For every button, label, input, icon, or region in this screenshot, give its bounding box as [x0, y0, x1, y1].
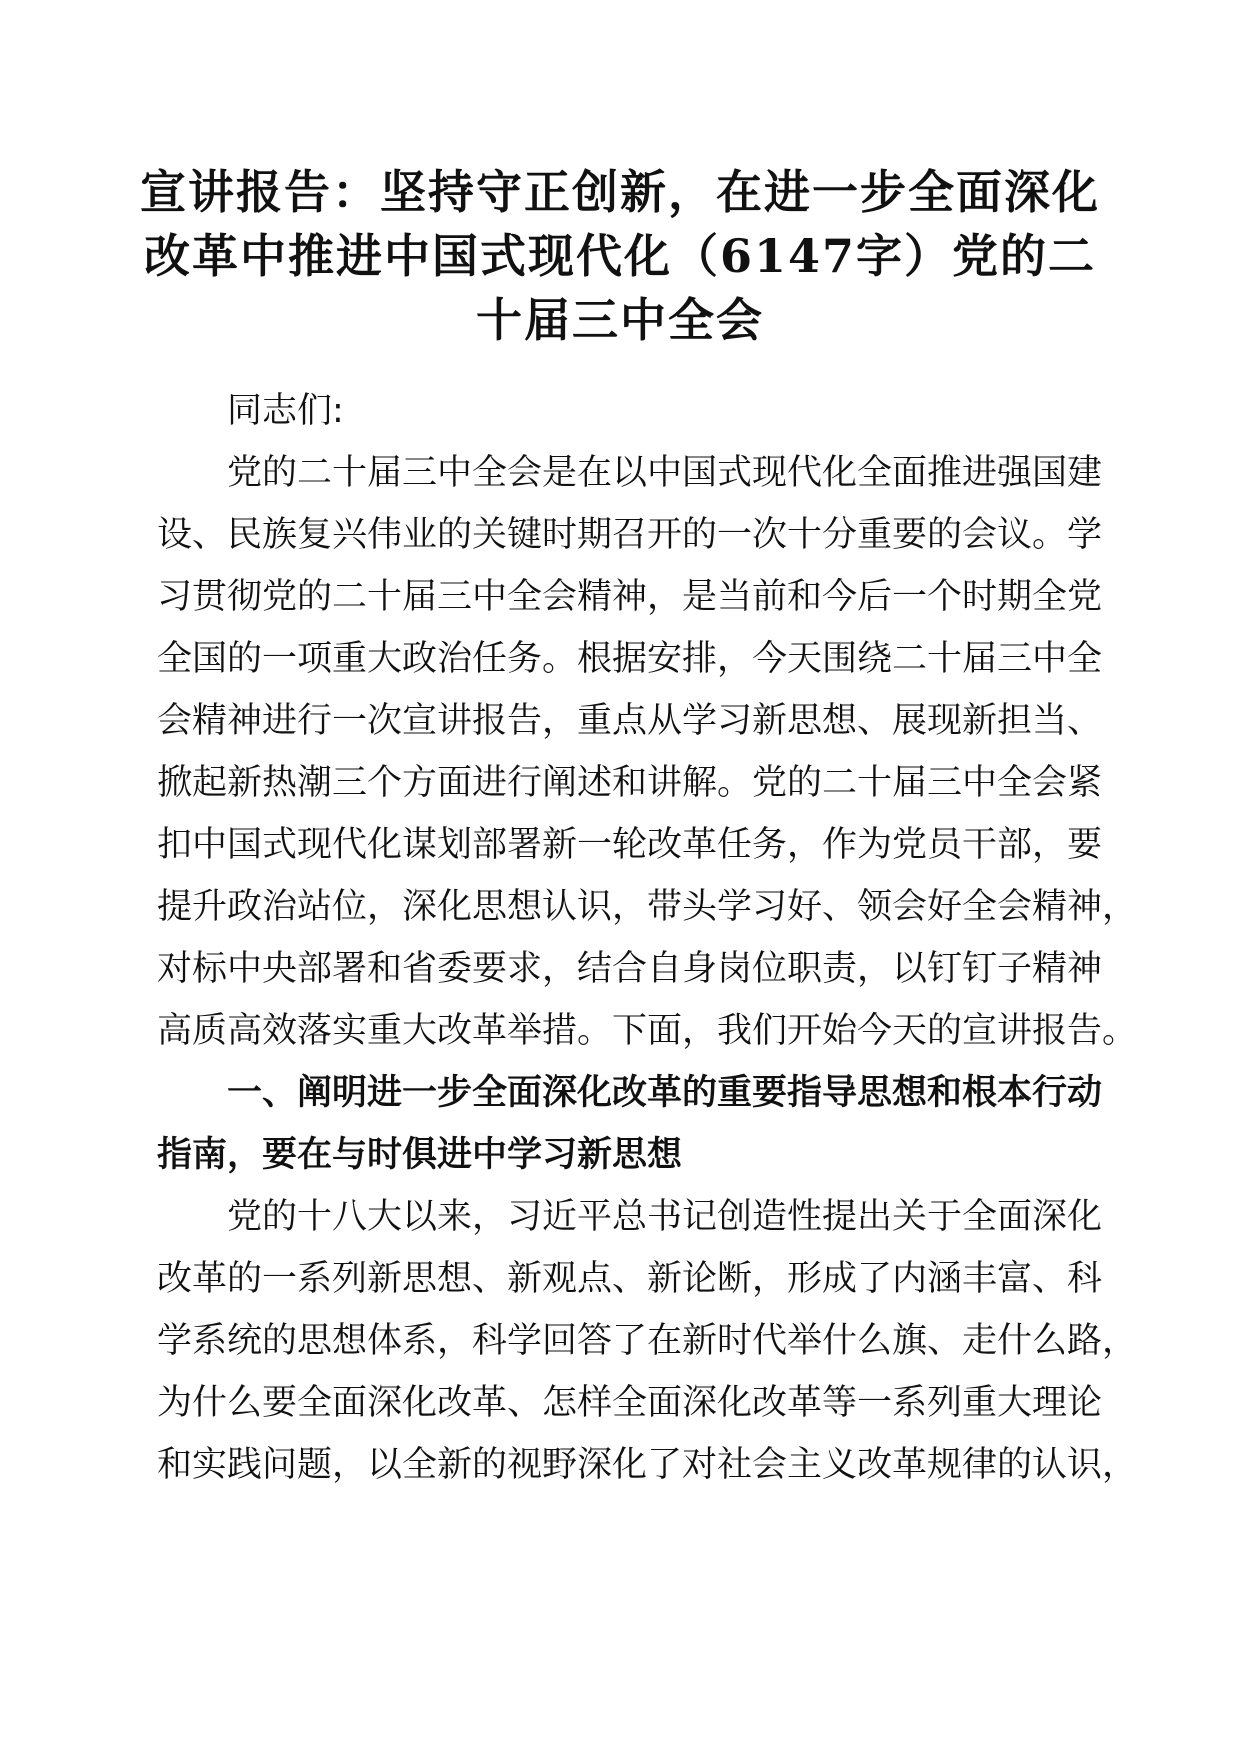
paragraph-line: 提升政治站位，深化思想认识，带头学习好、领会好全会精神， [157, 887, 1138, 927]
title-line: 改革中推进中国式现代化（6147字）党的二 [143, 229, 1097, 283]
paragraph-line: 对标中央部署和省委要求，结合自身岗位职责，以钉钉子精神 [157, 949, 1103, 989]
title-line: 宣讲报告：坚持守正创新，在进一步全面深化 [140, 165, 1100, 219]
paragraph-line: 党的二十届三中全会是在以中国式现代化全面推进强国建 [227, 453, 1103, 493]
paragraph-line: 党的十八大以来，习近平总书记创造性提出关于全面深化 [227, 1197, 1103, 1237]
paragraph-section-1 [157, 1186, 1138, 1496]
paragraph-line: 学系统的思想体系，科学回答了在新时代举什么旗、走什么路， [157, 1321, 1138, 1361]
paragraph-line: 设、民族复兴伟业的关键时期召开的一次十分重要的会议。学 [157, 515, 1103, 555]
paragraph-line: 会精神进行一次宣讲报告，重点从学习新思想、展现新担当、 [157, 701, 1103, 741]
paragraph-intro [157, 442, 1138, 1062]
paragraph-line: 和实践问题，以全新的视野深化了对社会主义改革规律的认识， [157, 1445, 1138, 1485]
salutation: 同志们: [227, 391, 344, 431]
paragraph-line: 全国的一项重大政治任务。根据安排，今天围绕二十届三中全 [157, 639, 1103, 679]
heading-line: 指南，要在与时俱进中学习新思想 [157, 1135, 683, 1175]
document-title [140, 160, 1100, 352]
document-body [157, 380, 1138, 1496]
paragraph-line: 为什么要全面深化改革、怎样全面深化改革等一系列重大理论 [157, 1383, 1103, 1423]
paragraph-line: 习贯彻党的二十届三中全会精神，是当前和今后一个时期全党 [157, 577, 1103, 617]
heading-line: 一、阐明进一步全面深化改革的重要指导思想和根本行动 [227, 1073, 1103, 1113]
paragraph-line: 改革的一系列新思想、新观点、新论断，形成了内涵丰富、科 [157, 1259, 1103, 1299]
paragraph-line: 扣中国式现代化谋划部署新一轮改革任务，作为党员干部，要 [157, 825, 1103, 865]
paragraph-line: 掀起新热潮三个方面进行阐述和讲解。党的二十届三中全会紧 [157, 763, 1103, 803]
title-line: 十届三中全会 [476, 293, 764, 347]
paragraph-line: 高质高效落实重大改革举措。下面，我们开始今天的宣讲报告。 [157, 1011, 1138, 1051]
section-heading [157, 1062, 1103, 1186]
